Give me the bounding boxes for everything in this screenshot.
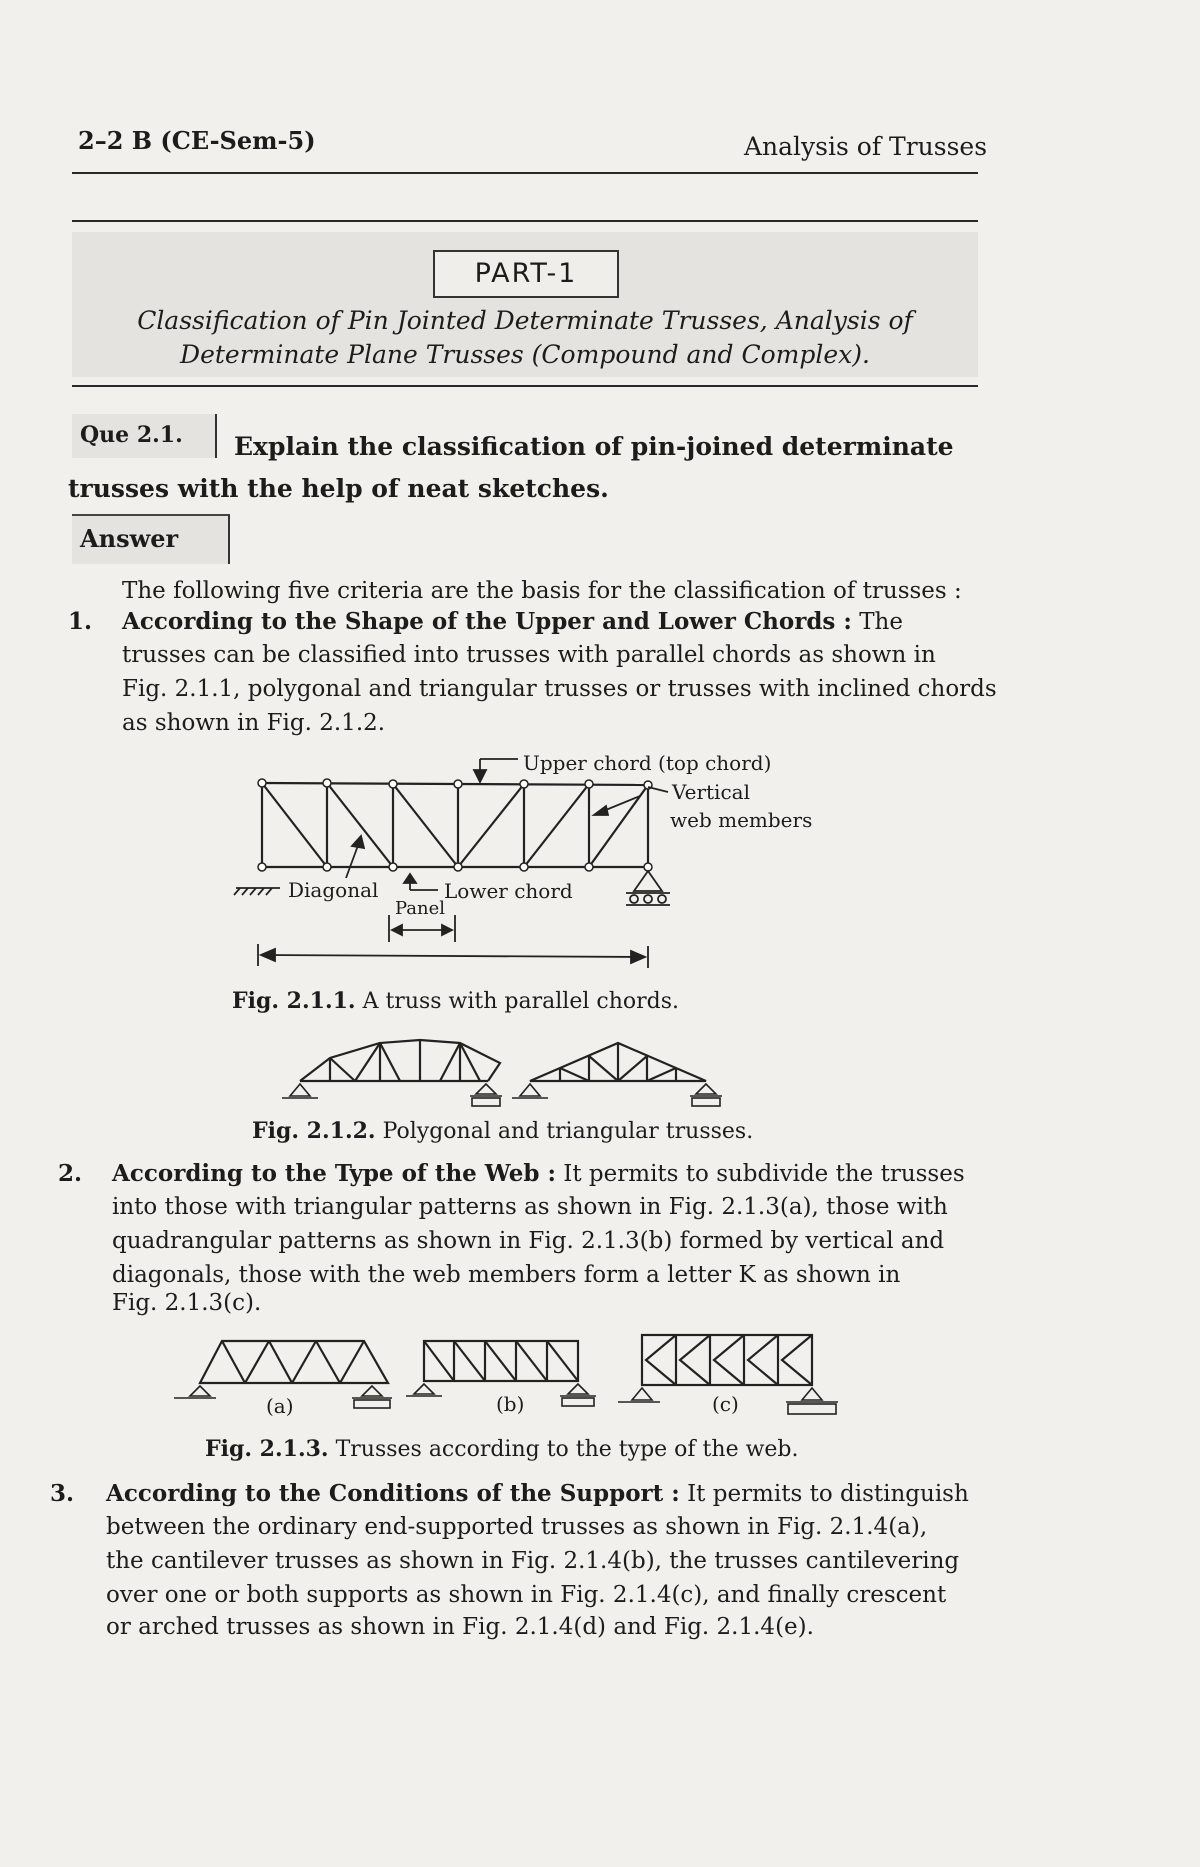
fig1-label-lower-chord: Lower chord: [444, 879, 573, 903]
k-web-truss: [642, 1335, 812, 1385]
fig3-label-c: (c): [712, 1392, 739, 1416]
item-1-line3: Fig. 2.1.1, polygonal and triangular trusses or trusses with inclined chords: [122, 676, 997, 702]
fig1-label-web-members: web members: [670, 808, 813, 832]
item-3-heading: According to the Conditions of the Support :: [106, 1480, 680, 1507]
fig1-label-panel: Panel: [395, 898, 446, 919]
fig3-label-b: (b): [496, 1392, 525, 1416]
quadrangular-web-truss: [424, 1341, 578, 1381]
fig1-label-vertical: Vertical: [672, 780, 750, 804]
item-1-line4: as shown in Fig. 2.1.2.: [122, 710, 386, 736]
part-subtitle-line2: Determinate Plane Trusses (Compound and Complex).: [180, 340, 870, 369]
running-header-left: 2–2 B (CE-Sem-5): [78, 126, 316, 155]
item-2-line4: diagonals, those with the web members form a letter K as shown in: [112, 1262, 901, 1288]
item-3-line5: or arched trusses as shown in Fig. 2.1.4(d) and Fig. 2.1.4(e).: [106, 1614, 814, 1640]
fig1-caption-number: Fig. 2.1.1.: [232, 988, 356, 1014]
item-1-line1-rest: The: [859, 609, 903, 635]
part-subtitle-line1: Classification of Pin Jointed Determinate Trusses, Analysis of: [137, 306, 913, 335]
triangular-web-truss: [200, 1341, 388, 1383]
fig1-caption-text: A truss with parallel chords.: [362, 989, 679, 1014]
item-3-line4: over one or both supports as shown in Fig. 2.1.4(c), and finally crescent: [106, 1582, 947, 1608]
item-3-number: 3.: [50, 1480, 75, 1507]
item-3-line2: between the ordinary end-supported trusses as shown in Fig. 2.1.4(a),: [106, 1514, 928, 1540]
fig2-caption-number: Fig. 2.1.2.: [252, 1118, 376, 1144]
fig2-caption-text: Polygonal and triangular trusses.: [382, 1119, 754, 1144]
item-3-line1-rest: It permits to distinguish: [687, 1481, 969, 1507]
item-3-line1: [106, 1480, 969, 1507]
item-1-heading: According to the Shape of the Upper and Lower Chords :: [122, 608, 852, 635]
item-2-number: 2.: [58, 1160, 83, 1187]
item-1-line2: trusses can be classified into trusses with parallel chords as shown in: [122, 642, 936, 668]
item-3-line3: the cantilever trusses as shown in Fig. 2.1.4(b), the trusses cantilevering: [106, 1548, 960, 1574]
fig3-caption-text: Trusses according to the type of the web.: [335, 1437, 799, 1462]
item-2-line5: Fig. 2.1.3(c).: [112, 1290, 262, 1316]
fig3-label-a: (a): [266, 1394, 294, 1418]
item-2-line2: into those with triangular patterns as shown in Fig. 2.1.3(a), those with: [112, 1194, 948, 1220]
item-1-number: 1.: [68, 608, 93, 635]
item-2-line3: quadrangular patterns as shown in Fig. 2.1.3(b) formed by vertical and: [112, 1228, 945, 1254]
question-text-line2: trusses with the help of neat sketches.: [68, 474, 609, 503]
item-2-heading: According to the Type of the Web :: [112, 1160, 556, 1187]
question-label: Que 2.1.: [80, 422, 183, 448]
answer-label: Answer: [80, 524, 179, 553]
fig3-caption: [205, 1436, 799, 1462]
fig1-label-upper-chord: Upper chord (top chord): [523, 751, 772, 775]
answer-intro: The following five criteria are the basis for the classification of trusses :: [122, 578, 962, 604]
running-header-right: Analysis of Trusses: [744, 132, 988, 161]
fig3-caption-number: Fig. 2.1.3.: [205, 1436, 329, 1462]
item-2-line1-rest: It permits to subdivide the trusses: [563, 1161, 965, 1187]
question-text-line1: Explain the classification of pin-joined determinate: [234, 432, 954, 461]
fig1-label-diagonal: Diagonal: [288, 878, 379, 902]
part-label: PART-1: [433, 250, 619, 298]
